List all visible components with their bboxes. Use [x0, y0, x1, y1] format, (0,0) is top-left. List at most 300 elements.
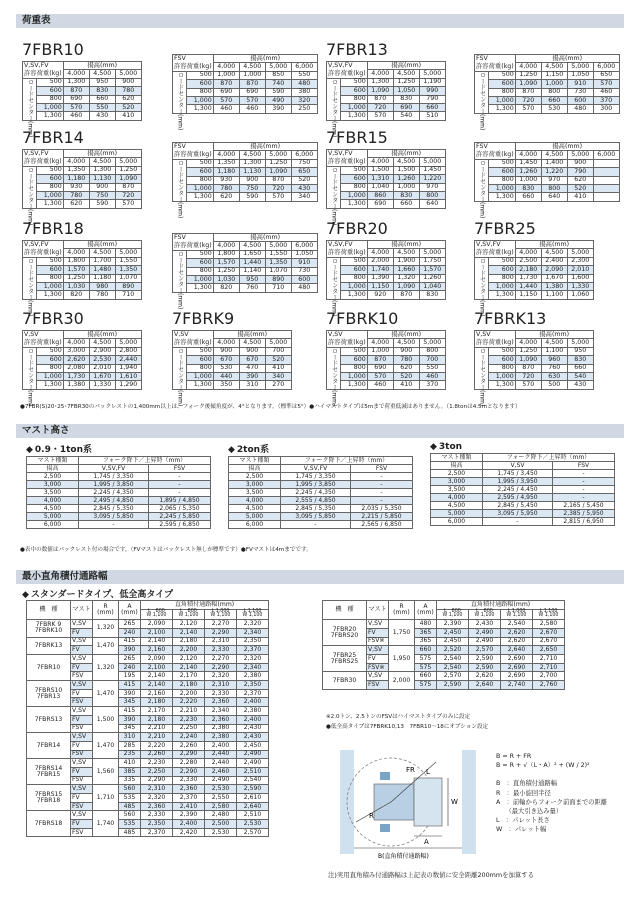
aisle-cell: 2,160	[141, 646, 173, 655]
height-header: 5,000	[265, 339, 291, 347]
load-cell: 480	[291, 284, 317, 292]
load-cell: 520	[291, 176, 317, 184]
load-cell: 2,530	[89, 356, 115, 364]
load-cell: 2,010	[567, 266, 593, 274]
load-center-value: 1,300	[341, 381, 368, 389]
load-center-value: 1,300	[187, 381, 214, 389]
height-header: 4,500	[89, 70, 115, 78]
load-cell: 340	[265, 372, 291, 380]
load-cell: 790	[419, 95, 445, 103]
load-center-value: 600	[37, 87, 64, 95]
corner-label: 許容荷重(kg)	[174, 338, 212, 346]
mast-table-title: ◆ 0.9・1ton系	[26, 442, 211, 455]
load-center-value: 800	[341, 183, 368, 191]
load-cell: 790	[567, 168, 593, 176]
aisle-cell: 2,390	[173, 811, 205, 820]
aisle-cell: 195	[119, 672, 141, 681]
load-center-value: 600	[187, 356, 214, 364]
lift-height-label: 揚高	[431, 462, 483, 470]
load-cell: 370	[593, 96, 619, 104]
load-cell: 990	[419, 87, 445, 95]
load-center-label: ロードセンター(mm)	[327, 347, 341, 389]
load-cell: 730	[567, 88, 593, 96]
table-row	[475, 257, 594, 265]
load-cell: 1,000	[541, 80, 567, 88]
load-note: ●7FBR(S)20･25･7FBR30のバックレストの1,400mm以上は、フォーク後傾角度が、4°となります。（標準は5°）●ハイマストタイプは5mまで荷重低減はありません。（1.8tonは4.5mとなります）	[20, 404, 521, 410]
load-cell: 670	[239, 356, 265, 364]
load-cell: 1,140	[239, 267, 265, 275]
aisle-cell: 2,700	[533, 672, 565, 681]
load-center-value: 500	[489, 257, 516, 265]
load-cell: 540	[393, 112, 419, 120]
aisle-note-1: ※2.0トン、2.5トンのFSVはハイマストタイプのみに設定	[326, 714, 471, 720]
load-cell: 650	[291, 168, 317, 176]
aisle-cell: 2,530	[205, 828, 237, 837]
load-cell: 2,080	[63, 364, 89, 372]
height-label: 揚高(mm)	[367, 62, 445, 70]
mast-cell: 2,595 / 4,950	[483, 494, 553, 502]
aisle-cell: 2,740	[501, 681, 533, 690]
aisle-cell: 2,620	[501, 637, 533, 646]
load-cell: 1,610	[115, 372, 141, 380]
load-cell: 690	[393, 103, 419, 111]
mast-cell: 2,845 / 5,450	[483, 502, 553, 510]
load-cell: 1,250	[515, 71, 541, 79]
corner-label: FSV	[173, 55, 214, 63]
corner-label: 許容荷重(kg)	[174, 241, 212, 249]
aisle-cell: 265	[119, 620, 141, 629]
aisle-cell: 310	[119, 733, 141, 742]
load-cell: 1,730	[63, 372, 89, 380]
model-title: 7FBR14	[22, 128, 84, 147]
aisle-cell: 2,330	[141, 811, 173, 820]
load-cell: 1,670	[89, 372, 115, 380]
aisle-cell: 2,140	[141, 672, 173, 681]
load-cell: 1,130	[239, 168, 265, 176]
height-header: 4,000	[213, 151, 239, 159]
load-cell: 1,900	[393, 257, 419, 265]
radius-cell: 1,470	[93, 637, 119, 654]
load-cell: 500	[541, 381, 567, 389]
mast-cell: 1,995 / 3,850	[281, 481, 351, 489]
load-center-value: 1,000	[187, 96, 214, 104]
height-header: 4,500	[393, 249, 419, 257]
load-cell: 1,180	[63, 175, 89, 183]
load-cell: 920	[367, 291, 393, 299]
aisle-cell: 2,320	[237, 620, 269, 629]
table-row	[27, 513, 211, 521]
radius-cell: 1,320	[93, 655, 119, 681]
mast-cell: FSV	[367, 681, 389, 690]
mast-cell: 3,000	[431, 478, 483, 486]
table-row	[475, 347, 594, 355]
load-center-value: 800	[489, 88, 516, 96]
load-table	[172, 309, 292, 407]
load-center-value: 1,000	[341, 282, 368, 290]
mast-cell: 1,745 / 3,350	[281, 473, 351, 481]
aisle-cell: 2,390	[437, 620, 469, 629]
mast-cell: 1,995 / 3,950	[483, 478, 553, 486]
load-cell: 2,400	[541, 257, 567, 265]
load-cell: 620	[393, 364, 419, 372]
mast-cell: 1,895 / 4,850	[149, 497, 211, 505]
model-name: 7FBRS18	[34, 819, 63, 827]
load-center-value: 1,300	[489, 105, 516, 113]
table-row	[27, 620, 269, 629]
aisle-cell: 415	[119, 637, 141, 646]
aisle-cell: 2,100	[141, 628, 173, 637]
load-cell: 1,400	[541, 159, 567, 167]
load-cell: 2,000	[367, 257, 393, 265]
model-title: 7FBR15	[326, 128, 388, 147]
table-row	[173, 347, 292, 355]
aisle-cell: 2,140	[173, 628, 205, 637]
mast-cell: 1,745 / 3,450	[483, 470, 553, 478]
table-row	[173, 356, 292, 364]
table-row	[229, 473, 413, 481]
load-center-value: 600	[37, 266, 64, 274]
aisle-cell: 2,220	[173, 698, 205, 707]
aisle-cell: 2,590	[237, 785, 269, 794]
corner-label: 許容荷重(kg)	[328, 338, 366, 346]
aisle-cell: 2,180	[141, 698, 173, 707]
load-center-value: 1,300	[341, 200, 368, 208]
load-center-value: 600	[489, 168, 516, 176]
load-cell: 820	[63, 291, 89, 299]
load-cell: 830	[393, 191, 419, 199]
table-row	[173, 105, 318, 113]
model-cell	[27, 785, 71, 811]
corner-label: V,SV,FV	[23, 150, 64, 158]
aisle-cell: 2,710	[533, 655, 565, 664]
table-row	[27, 707, 269, 716]
load-cell: 690	[367, 200, 393, 208]
load-cell: 910	[567, 80, 593, 88]
load-center-value: 800	[37, 95, 64, 103]
load-center-value: 800	[187, 364, 214, 372]
aisle-cell: 2,690	[501, 655, 533, 664]
table-row	[327, 282, 446, 290]
aisle-cell: 285	[119, 741, 141, 750]
load-center-value: 500	[37, 347, 64, 355]
load-center-value: 1,300	[37, 291, 64, 299]
mast-cell: 3,095 / 5,850	[79, 513, 149, 521]
load-table	[326, 128, 446, 226]
mast-cell: V,SV	[367, 646, 389, 655]
mast-cell: V,SV	[71, 637, 93, 646]
label-a: A	[424, 838, 429, 846]
table-row	[475, 274, 594, 282]
aisle-cell: 660	[415, 646, 437, 655]
load-center-value: 1,000	[489, 184, 516, 192]
aisle-cell: 480	[415, 620, 437, 629]
corner-label: V,SV	[475, 331, 516, 339]
load-cell: 830	[419, 291, 445, 299]
mast-cell: 2,845 / 5,350	[281, 505, 351, 513]
model-name: 7FBR18	[36, 796, 61, 804]
load-center-value: 500	[489, 347, 516, 355]
corner-label: FSV	[475, 55, 516, 63]
load-center-value: 1,300	[489, 381, 516, 389]
load-cell: 1,150	[367, 282, 393, 290]
load-cell: 1,260	[393, 175, 419, 183]
model-title: 7FBRK13	[474, 309, 547, 328]
load-cell: 1,090	[367, 87, 393, 95]
model-header: 機 種	[323, 601, 367, 620]
model-title: 7FBR13	[326, 40, 388, 59]
a-header: A (mm)	[119, 601, 141, 620]
load-cell: 520	[567, 184, 593, 192]
aisle-cell: 2,180	[141, 715, 173, 724]
load-cell: 1,650	[239, 250, 265, 258]
load-cell: 950	[567, 347, 593, 355]
mast-cell: 3,000	[27, 481, 79, 489]
table-row	[27, 481, 211, 489]
aisle-cell: 2,160	[141, 689, 173, 698]
aisle-cell: 2,360	[173, 785, 205, 794]
aisle-cell: 2,330	[205, 689, 237, 698]
table-row	[23, 175, 142, 183]
table-row	[23, 274, 142, 282]
aisle-cell: 2,380	[237, 672, 269, 681]
mast-cell: 2,845 / 5,350	[79, 505, 149, 513]
load-cell: 870	[63, 87, 89, 95]
mast-cell: 5,000	[27, 513, 79, 521]
table-row	[173, 71, 318, 79]
load-cell: 1,180	[89, 274, 115, 282]
load-center-label: ロードセンター(mm)	[173, 159, 187, 201]
table-row	[327, 291, 446, 299]
load-center-value: 1,000	[37, 282, 64, 290]
table-row	[27, 521, 211, 529]
load-cell: 520	[265, 356, 291, 364]
table-row	[475, 372, 594, 380]
load-cell: 740	[265, 80, 291, 88]
mast-fsv-label: FSV	[553, 462, 615, 470]
load-center-value: 600	[489, 356, 516, 364]
load-cell: 780	[115, 87, 141, 95]
load-cell: 2,090	[541, 266, 567, 274]
load-cell: 870	[515, 364, 541, 372]
mast-cell: 2,495 / 4,850	[79, 497, 149, 505]
load-center-label: ロードセンター(mm)	[23, 257, 37, 299]
table-row	[23, 282, 142, 290]
fork-label: フォーク降下／上昇時（mm）	[79, 457, 211, 465]
load-center-value: 500	[489, 71, 516, 79]
aisle-cell: 2,510	[237, 767, 269, 776]
aisle-cell: 365	[415, 628, 437, 637]
table-row	[23, 112, 142, 120]
load-center-value: 600	[37, 175, 64, 183]
aisle-cell: 2,330	[205, 646, 237, 655]
aisle-cell: 2,450	[237, 741, 269, 750]
load-cell: 1,290	[115, 381, 141, 389]
aisle-cell: 2,380	[237, 707, 269, 716]
load-center-value: 500	[341, 347, 368, 355]
height-header: 4,500	[541, 249, 567, 257]
load-cell: 750	[239, 184, 265, 192]
load-cell: 930	[213, 176, 239, 184]
load-cell: 1,570	[63, 266, 89, 274]
table-row	[173, 159, 318, 167]
load-cell: 340	[291, 193, 317, 201]
table-row	[23, 372, 142, 380]
mast-v-label: V,SV,FV	[281, 465, 351, 473]
load-cell: 870	[239, 80, 265, 88]
height-label: 揚高(mm)	[367, 150, 445, 158]
corner-label: 許容荷重(kg)	[24, 248, 62, 256]
load-center-value: 500	[187, 347, 214, 355]
load-cell: 570	[115, 200, 141, 208]
load-cell: 440	[213, 372, 239, 380]
table-row	[323, 620, 565, 629]
model-header: 機 種	[27, 601, 71, 620]
load-center-value: 1,300	[341, 112, 368, 120]
mast-cell: V,SV	[367, 620, 389, 629]
table-row	[229, 513, 413, 521]
table-row	[27, 637, 269, 646]
mast-cell: FSV	[71, 724, 93, 733]
load-cell: 350	[213, 381, 239, 389]
load-cell: 1,310	[367, 175, 393, 183]
load-cell: 750	[89, 191, 115, 199]
mast-cell: 2,245 / 4,450	[483, 486, 553, 494]
load-cell: 1,330	[567, 282, 593, 290]
aisle-cell: 2,180	[173, 681, 205, 690]
aisle-cell: 2,290	[205, 663, 237, 672]
load-table	[474, 309, 594, 407]
table-row	[327, 372, 446, 380]
corner-label: 許容荷重(kg)	[476, 62, 514, 70]
mast-height-heading: マスト高さ	[16, 424, 624, 438]
width-header: 直角積付通路幅(mm)	[141, 601, 269, 610]
load-cell: 870	[115, 183, 141, 191]
height-header: 4,500	[541, 63, 567, 71]
table-row	[475, 282, 594, 290]
table-row	[23, 87, 142, 95]
load-cell: 900	[89, 183, 115, 191]
table-row	[27, 505, 211, 513]
radius-cell: 1,320	[93, 620, 119, 637]
load-cell: 1,550	[265, 250, 291, 258]
model-cell	[27, 620, 71, 637]
load-center-value: 1,300	[489, 193, 516, 201]
load-cell: 620	[213, 193, 239, 201]
height-header: 6,000	[291, 242, 317, 250]
table-row	[173, 284, 318, 292]
load-cell: 800	[541, 88, 567, 96]
height-header: 6,000	[593, 63, 619, 71]
load-center-label: ロードセンター(mm)	[475, 257, 489, 299]
table-row	[23, 78, 142, 86]
mast-table	[228, 442, 413, 529]
load-cell: 1,380	[541, 282, 567, 290]
fork-label: フォーク降下／上昇時（mm）	[483, 454, 615, 462]
load-center-value: 500	[37, 166, 64, 174]
table-row	[173, 88, 318, 96]
height-label: 揚高(mm)	[367, 241, 445, 249]
load-cell: 1,100	[541, 291, 567, 299]
load-center-value: 1,300	[341, 291, 368, 299]
model-name: 7FBRS25	[330, 657, 359, 665]
load-table	[326, 219, 446, 317]
load-cell	[593, 184, 619, 192]
height-label: 揚高(mm)	[213, 331, 291, 339]
load-cell: 490	[265, 96, 291, 104]
load-cell: 780	[89, 291, 115, 299]
aisle-cell: 2,290	[173, 767, 205, 776]
height-header: 4,500	[393, 70, 419, 78]
height-header: 4,500	[393, 339, 419, 347]
aisle-cell: 2,280	[173, 759, 205, 768]
table-row	[327, 266, 446, 274]
height-header: 5,000	[419, 158, 445, 166]
corner-label: V,SV	[327, 331, 368, 339]
table-row	[431, 494, 615, 502]
height-label: 揚高(mm)	[515, 241, 593, 249]
radius-cell: 1,750	[389, 620, 415, 646]
height-header: 5,000	[419, 70, 445, 78]
aisle-cell: 2,250	[173, 724, 205, 733]
height-header: 5,000	[567, 339, 593, 347]
load-center-value: 800	[341, 364, 368, 372]
load-cell: 870	[265, 176, 291, 184]
load-center-value: 500	[187, 159, 214, 167]
load-center-value: 800	[37, 183, 64, 191]
load-center-label: ロードセンター(mm)	[23, 78, 37, 120]
height-label: 揚高(mm)	[213, 143, 317, 151]
aisle-cell: 2,290	[173, 750, 205, 759]
load-cell: 1,150	[515, 291, 541, 299]
table-row	[23, 103, 142, 111]
load-cell: 850	[265, 71, 291, 79]
mast-cell: FSV	[71, 698, 93, 707]
aisle-cell: 2,360	[141, 802, 173, 811]
mast-cell: V,SV	[71, 655, 93, 664]
aisle-cell: 2,170	[141, 707, 173, 716]
pallet-size-header: L 1,000 W 1,100	[205, 609, 237, 620]
load-cell: 620	[63, 200, 89, 208]
table-row	[475, 168, 620, 176]
r-header: R (mm)	[389, 601, 415, 620]
load-center-value: 500	[187, 71, 214, 79]
height-header: 4,500	[541, 339, 567, 347]
table-row	[173, 372, 292, 380]
load-cell: 410	[265, 364, 291, 372]
corner-label: 許容荷重(kg)	[328, 157, 366, 165]
load-cell: 660	[393, 200, 419, 208]
load-cell: 830	[393, 95, 419, 103]
load-cell: 1,350	[213, 159, 239, 167]
mast-type-label: マスト種類	[229, 457, 281, 465]
aisle-cell: 2,640	[469, 681, 501, 690]
load-cell: 590	[265, 88, 291, 96]
load-cell: 930	[63, 183, 89, 191]
load-cell	[593, 193, 619, 201]
model-cell	[323, 646, 367, 672]
radius-cell: 1,470	[93, 733, 119, 759]
load-cell: 550	[89, 103, 115, 111]
mast-cell: -	[149, 489, 211, 497]
height-header: 5,000	[567, 63, 593, 71]
load-cell: 1,300	[63, 78, 89, 86]
corner-label: V,SV,FV	[475, 241, 516, 249]
load-cell: 1,000	[213, 71, 239, 79]
height-header: 4,000	[515, 63, 541, 71]
load-cell: 1,450	[419, 166, 445, 174]
aisle-cell: 2,400	[173, 820, 205, 829]
aisle-cell: 2,230	[173, 715, 205, 724]
